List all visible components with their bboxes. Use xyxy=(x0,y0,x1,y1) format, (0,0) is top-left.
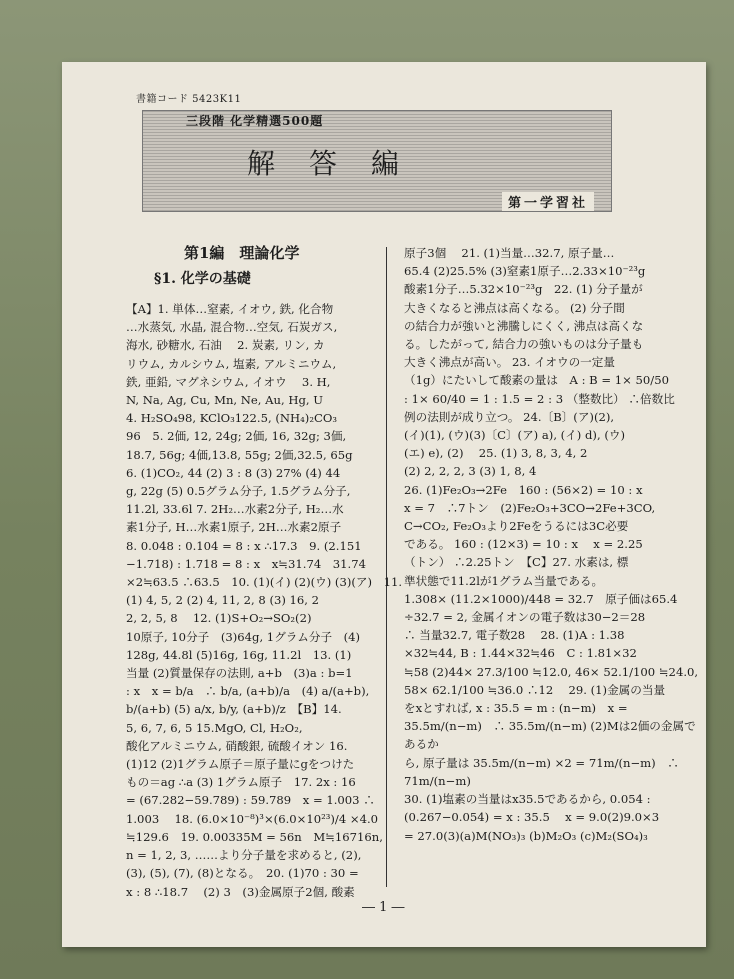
publisher: 第一学習社 xyxy=(502,192,594,211)
answer-line: ら, 原子量は 35.5m/(n−m) ×2 = 71m/(n−m) ∴ 71m/(n−m) xyxy=(404,755,679,788)
section-subtitle: §1. 化学の基礎 xyxy=(154,271,251,287)
answer-line: −1.718) : 1.718 = 8 : x x≒31.74 31.74 xyxy=(126,556,366,571)
answer-line: (3), (5), (7), (8)となる。 20. (1)70 : 30 = xyxy=(126,866,359,881)
answer-line: 原子3個 21. (1)当量…32.7, 原子量… xyxy=(404,246,615,260)
answer-line: 128g, 44.8l (5)16g, 16g, 11.2l 13. (1) xyxy=(126,647,352,662)
answer-line: (1)12 (2)1グラム原子＝原子量にgをつけた xyxy=(126,757,355,772)
answer-line: N, Na, Ag, Cu, Mn, Ne, Au, Hg, U xyxy=(126,393,324,408)
answer-line: 例の法則が成り立つ。 24.〔B〕(ア)(2), xyxy=(404,409,615,424)
answer-line: 18.7, 56g; 4価,13.8, 55g; 2価,32.5, 65g xyxy=(126,447,353,462)
answer-line: 10原子, 10分子 (3)64g, 1グラム分子 (4) xyxy=(126,629,361,644)
book-code: 書籍コード 5423K11 xyxy=(136,94,242,105)
answer-line: である。 160 : (12×3) = 10 : x x = 2.25 xyxy=(404,537,643,552)
left-column xyxy=(126,300,402,901)
answer-line: 58× 62.1/100 ≒36.0 ∴12 29. (1)金属の当量 xyxy=(404,682,666,697)
answer-line: ∴ 当量32.7, 電子数28 28. (1)A : 1.38 xyxy=(404,628,625,643)
answer-line: ≒58 (2)44× 27.3/100 ≒12.0, 46× 52.1/100 ≒24.0, xyxy=(404,664,699,679)
answer-line: 大きくなると沸点は高くなる。 (2) 分子間 xyxy=(404,300,625,315)
answer-line: 35.5m/(n−m) ∴ 35.5m/(n−m) (2)Mは2価の金属であるか xyxy=(404,719,696,752)
answer-line: : 1× 60/40 = 1 : 1.5 = 2 : 3 （整数比） ∴倍数比 xyxy=(404,391,675,406)
answer-line: （1g）にたいして酸素の量は A : B = 1× 50/50 xyxy=(404,373,669,388)
answer-line: 6. (1)CO₂, 44 (2) 3 : 8 (3) 27% (4) 44 xyxy=(126,465,341,480)
answer-line: 96 5. 2価, 12, 24g; 2価, 16, 32g; 3価, xyxy=(126,429,347,444)
answer-line: 8. 0.048 : 0.104 = 8 : x ∴17.3 9. (2.151 xyxy=(126,538,362,553)
answer-line: 酸素1分子…5.32×10⁻²³g 22. (1) 分子量が xyxy=(404,282,643,297)
section-title: 第1編 理論化学 xyxy=(184,244,300,262)
main-title: 解答編 xyxy=(247,147,434,180)
answer-line: 【A】1. 単体…窒素, イオウ, 鉄, 化合物 xyxy=(126,302,334,316)
answer-line: もの＝ag ∴a (3) 1グラム原子 17. 2x : 16 xyxy=(126,775,356,790)
answer-line: (イ)(1), (ウ)(3)〔C〕(ア) a), (イ) d), (ウ) xyxy=(404,428,625,443)
answer-line: (エ) e), (2) 25. (1) 3, 8, 3, 4, 2 xyxy=(404,446,588,461)
answer-line: （トン） ∴2.25トン 【C】27. 水素は, 標 xyxy=(404,555,629,570)
answer-line: (0.267−0.054) = x : 35.5 x = 9.0(2)9.0×3 xyxy=(404,810,660,825)
answer-line: (1) 4, 5, 2 (2) 4, 11, 2, 8 (3) 16, 2 xyxy=(126,593,320,608)
answer-line: 65.4 (2)25.5% (3)窒素1原子…2.33×10⁻²³g xyxy=(404,264,646,279)
answer-line: g, 22g (5) 0.5グラム分子, 1.5グラム分子, xyxy=(126,484,351,499)
answer-line: リウム, カルシウム, 塩素, アルミニウム, xyxy=(126,356,337,371)
answer-line: 鉄, 亜鉛, マグネシウム, イオウ 3. H, xyxy=(126,374,331,389)
answer-line: ×2≒63.5 ∴63.5 10. (1)(イ) (2)(ウ) (3)(ア) 11. xyxy=(126,575,403,590)
answer-line: 2, 2, 5, 8 12. (1)S+O₂→SO₂(2) xyxy=(126,611,312,626)
answer-line: ÷32.7 = 2, 金属イオンの電子数は30−2＝28 xyxy=(404,610,646,625)
right-column xyxy=(404,244,706,845)
answer-line: x : 8 ∴18.7 (2) 3 (3)金属原子2個, 酸素 xyxy=(126,884,355,899)
answer-line: 大きく沸点が高い。 23. イオウの一定量 xyxy=(404,355,615,370)
answer-line: 30. (1)塩素の当量はx35.5であるから, 0.054 : xyxy=(404,792,651,807)
answer-line: 1.003 18. (6.0×10⁻⁸)³×(6.0×10²³)/4 ×4.0 xyxy=(126,811,379,826)
answer-line: 当量 (2)質量保存の法則, a+b (3)a : b=1 xyxy=(126,666,353,681)
answer-line: b/(a+b) (5) a/x, b/y, (a+b)/z 【B】14. xyxy=(126,702,342,717)
answer-line: n = 1, 2, 3, ……より分子量を求めると, (2), xyxy=(126,848,362,863)
answer-line: (2) 2, 2, 2, 3 (3) 1, 8, 4 xyxy=(404,464,537,479)
answer-line: 5, 6, 7, 6, 5 15.MgO, Cl, H₂O₂, xyxy=(126,720,303,735)
document-page xyxy=(62,62,706,947)
answer-line: 26. (1)Fe₂O₃→2Fe 160 : (56×2) = 10 : x xyxy=(404,482,643,497)
answer-line: 海水, 砂糖水, 石油 2. 炭素, リン, カ xyxy=(126,338,325,353)
page-number: ― 1 ― xyxy=(362,900,405,915)
answer-line: …水蒸気, 水晶, 混合物…空気, 石炭ガス, xyxy=(126,320,338,335)
series-title: 三段階 化学精選500題 xyxy=(186,114,324,128)
answer-line: をxとすれば, x : 35.5 = m : (n−m) x = xyxy=(404,701,628,716)
answer-line: x = 7 ∴7トン (2)Fe₂O₃+3CO→2Fe+3CO, xyxy=(404,500,656,515)
answer-line: 準状態で11.2lが1グラム当量である。 xyxy=(404,573,604,588)
answer-line: の結合力が強いと沸騰しにくく, 沸点は高くな xyxy=(404,318,644,333)
answer-line: る。したがって, 結合力の強いものは分子量も xyxy=(404,337,644,352)
answer-line: = (67.282−59.789) : 59.789 x = 1.003 ∴ xyxy=(126,793,375,808)
answer-line: C→CO₂, Fe₂O₃より2Feをうるには3C必要 xyxy=(404,519,629,534)
answer-line: 11.2l, 33.6l 7. 2H₂…水素2分子, H₂…水 xyxy=(126,502,344,517)
answer-line: = 27.0(3)(a)M(NO₃)₃ (b)M₂O₃ (c)M₂(SO₄)₃ xyxy=(404,828,648,843)
answer-line: ×32≒44, B : 1.44×32≒46 C : 1.81×32 xyxy=(404,646,637,661)
answer-line: : x x = b/a ∴ b/a, (a+b)/a (4) a/(a+b), xyxy=(126,684,370,699)
answer-line: 4. H₂SO₄98, KClO₃122.5, (NH₄)₂CO₃ xyxy=(126,411,337,426)
answer-line: 酸化アルミニウム, 硝酸銀, 硫酸イオン 16. xyxy=(126,738,348,753)
answer-line: ≒129.6 19. 0.00335M = 56n M≒16716n, xyxy=(126,829,383,844)
answer-line: 1.308× (11.2×1000)/448 = 32.7 原子価は65.4 xyxy=(404,591,678,606)
answer-line: 素1分子, H…水素1原子, 2H…水素2原子 xyxy=(126,520,342,535)
